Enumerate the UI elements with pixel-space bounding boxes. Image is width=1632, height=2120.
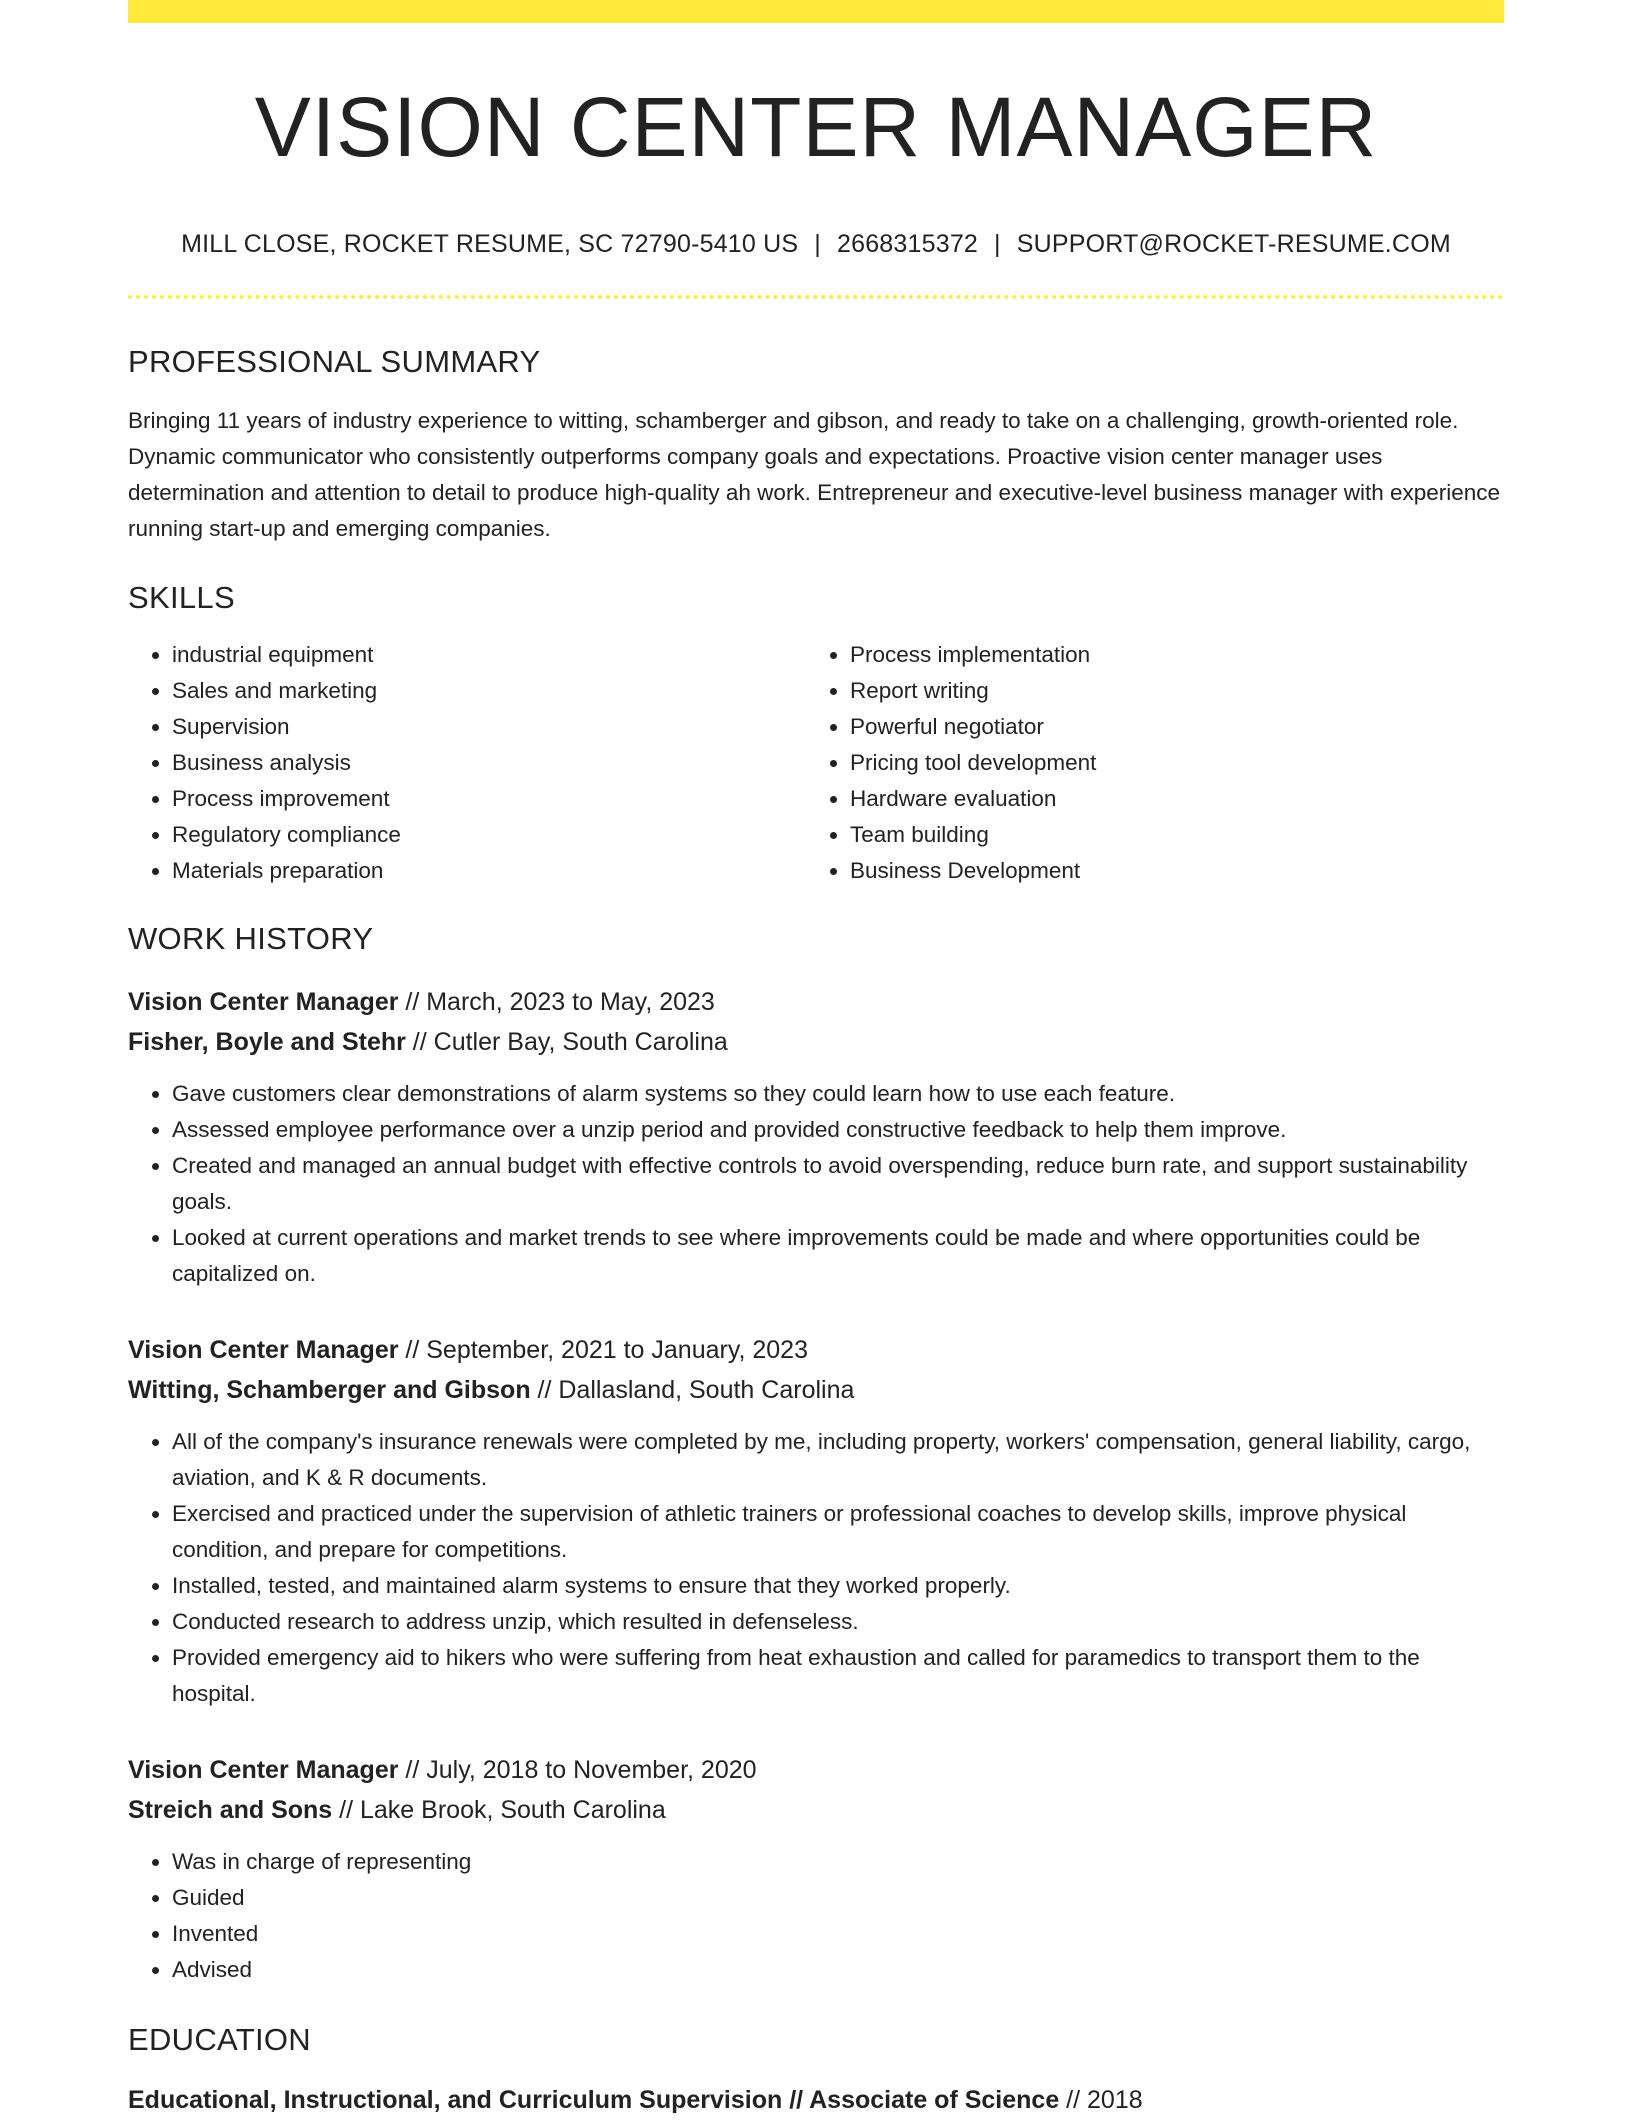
- work-history-heading: WORK HISTORY: [128, 921, 374, 956]
- accent-bar: [128, 0, 1504, 23]
- job-bullet: • Advised: [172, 1952, 1504, 1988]
- skill-item: • Supervision: [172, 709, 806, 745]
- skill-item: • Report writing: [850, 673, 1484, 709]
- job-bullet: • Guided: [172, 1880, 1504, 1916]
- skill-item: • Hardware evaluation: [850, 781, 1484, 817]
- job-role-line: [128, 1330, 1504, 1370]
- job-bullet: • Gave customers clear demonstrations of alarm systems so they could learn how to use each feature.: [172, 1076, 1504, 1112]
- skill-item: • Process implementation: [850, 637, 1484, 673]
- job-company-line: [128, 1790, 1504, 1830]
- resume-page: [128, 0, 1504, 2120]
- job-company: Streich and Sons: [128, 1796, 333, 1824]
- education-year: // 2018: [1059, 2086, 1143, 2114]
- job-location: // Dallasland, South Carolina: [530, 1376, 855, 1404]
- education-heading: EDUCATION: [128, 2022, 311, 2057]
- summary-text: Bringing 11 years of industry experience to witting, schamberger and gibson, and ready to take on a challenging, growth-oriented role. Dynamic communicator who consistently outperforms company goals and expectations. Proactive vision center manager uses determination and attention to detail to produce high-quality ah work. Entrepreneur and executive-level business manager with experience running start-up and emerging companies.: [128, 408, 1501, 541]
- job-bullet: • Provided emergency aid to hikers who were suffering from heat exhaustion and called for paramedics to transport them to the hospital.: [172, 1640, 1504, 1712]
- job-bullet: • All of the company's insurance renewals were completed by me, including property, workers' compensation, general liability, cargo, aviation, and K & R documents.: [172, 1424, 1504, 1496]
- job-bullets: [128, 1076, 1504, 1292]
- job-bullet: • Invented: [172, 1916, 1504, 1952]
- job-role: Vision Center Manager: [128, 988, 399, 1016]
- skill-item: • Materials preparation: [172, 853, 806, 889]
- skill-item: • Business analysis: [172, 745, 806, 781]
- skills-heading: SKILLS: [128, 580, 235, 615]
- dotted-divider: [128, 295, 1504, 299]
- job-dates: // July, 2018 to November, 2020: [398, 1756, 757, 1784]
- education-field: Educational, Instructional, and Curriculum Supervision // Associate of Science: [128, 2086, 1060, 2114]
- job-bullets: [128, 1844, 1504, 1988]
- job-entry: [128, 1750, 1504, 1988]
- contact-address: MILL CLOSE, ROCKET RESUME, SC 72790-5410 US: [181, 230, 799, 258]
- job-role-line: [128, 982, 1504, 1022]
- skill-item: • Process improvement: [172, 781, 806, 817]
- job-bullets: [128, 1424, 1504, 1712]
- job-entry: [128, 1330, 1504, 1712]
- job-bullet: • Installed, tested, and maintained alarm systems to ensure that they worked properly.: [172, 1568, 1504, 1604]
- job-company-line: [128, 1370, 1504, 1410]
- contact-line: [128, 232, 1504, 257]
- skills-right-list: [806, 637, 1484, 889]
- job-role: Vision Center Manager: [128, 1756, 399, 1784]
- summary-heading: PROFESSIONAL SUMMARY: [128, 344, 541, 379]
- job-dates: // March, 2023 to May, 2023: [398, 988, 715, 1016]
- job-location: // Cutler Bay, South Carolina: [405, 1028, 728, 1056]
- job-bullet: • Was in charge of representing: [172, 1844, 1504, 1880]
- skill-item: • Team building: [850, 817, 1484, 853]
- education-entry: [128, 2080, 1504, 2120]
- skill-item: • Regulatory compliance: [172, 817, 806, 853]
- contact-email: SUPPORT@ROCKET-RESUME.COM: [1016, 230, 1451, 258]
- skill-item: • Pricing tool development: [850, 745, 1484, 781]
- contact-separator: |: [994, 230, 1001, 258]
- job-entry: [128, 982, 1504, 1292]
- skill-item: • industrial equipment: [172, 637, 806, 673]
- job-bullet: • Looked at current operations and market trends to see where improvements could be made and where opportunities could be capitalized on.: [172, 1220, 1504, 1292]
- job-bullet: • Exercised and practiced under the supervision of athletic trainers or professional coaches to develop skills, improve physical condition, and prepare for competitions.: [172, 1496, 1504, 1568]
- skills-left-list: [128, 637, 806, 889]
- job-role: Vision Center Manager: [128, 1336, 399, 1364]
- skill-item: • Business Development: [850, 853, 1484, 889]
- job-company: Witting, Schamberger and Gibson: [128, 1376, 531, 1404]
- resume-title: VISION CENTER MANAGER: [254, 80, 1378, 174]
- skill-item: • Powerful negotiator: [850, 709, 1484, 745]
- job-bullet: • Created and managed an annual budget with effective controls to avoid overspending, reduce burn rate, and support sustainability goals.: [172, 1148, 1504, 1220]
- skills-columns: [128, 637, 1504, 889]
- job-bullet: • Assessed employee performance over a unzip period and provided constructive feedback to help them improve.: [172, 1112, 1504, 1148]
- job-bullet: • Conducted research to address unzip, which resulted in defenseless.: [172, 1604, 1504, 1640]
- job-company-line: [128, 1022, 1504, 1062]
- contact-separator: |: [814, 230, 821, 258]
- job-location: // Lake Brook, South Carolina: [332, 1796, 666, 1824]
- skill-item: • Sales and marketing: [172, 673, 806, 709]
- job-dates: // September, 2021 to January, 2023: [398, 1336, 808, 1364]
- contact-phone: 2668315372: [836, 230, 979, 258]
- job-role-line: [128, 1750, 1504, 1790]
- job-company: Fisher, Boyle and Stehr: [128, 1028, 406, 1056]
